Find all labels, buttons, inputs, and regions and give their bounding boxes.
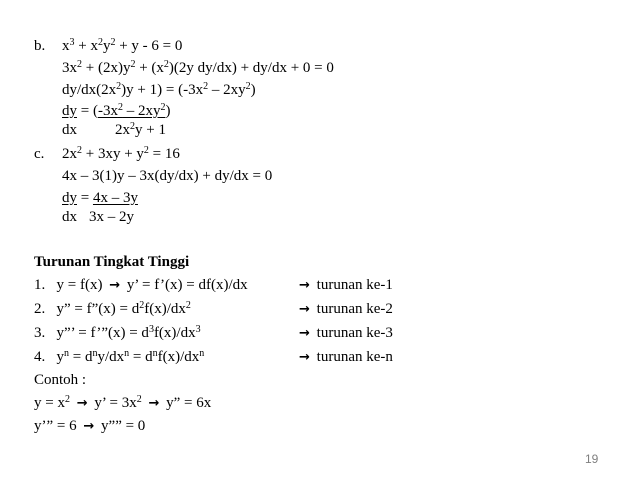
right-arrow-icon: → — [299, 350, 310, 365]
list-item-1: 1. y = f(x) → y’ = f’(x) = df(x)/dx — [34, 277, 248, 293]
example-c-result-denominator: dx 3x – 2y — [62, 209, 134, 225]
example-c-label: c. — [34, 146, 45, 162]
section-heading: Turunan Tingkat Tinggi — [34, 254, 190, 270]
right-arrow-icon: → — [299, 278, 310, 293]
right-arrow-icon: → — [299, 302, 310, 317]
example-b-step-3: $dy/dx(2x^2)y + 1) = (-3x^2 - 2xy^2)$ — [62, 81, 256, 98]
example-b-step-2: $3x^2 + (2x)y^2 + (x^2)(2y$ dy/dx) + dy/dx + 0 = 0 — [62, 59, 334, 76]
example-c-step-2: 4x – 3(1)y – 3x(dy/dx) + dy/dx = 0 — [62, 168, 273, 184]
example-b-result-numerator: dy = $(-3x^2 - 2xy^2)$ — [62, 102, 171, 119]
right-arrow-icon: → — [148, 396, 160, 411]
page-number: 19 — [585, 452, 599, 466]
list-item-1-note: → turunan ke-1 — [299, 277, 393, 293]
example-c-step-1: $2x^2 + 3xy + y^2 = 16$ — [62, 145, 180, 162]
example-line-2: y’” = 6 → y”” = 0 — [34, 418, 146, 434]
list-item-4-note: → turunan ke-n — [299, 349, 393, 365]
list-item-2-note: → turunan ke-2 — [299, 301, 393, 317]
right-arrow-icon: → — [299, 326, 310, 341]
list-item-2: 2. y” = f”(x) = $d^2f(x)/dx^2$ — [34, 300, 191, 317]
list-item-3: 3. y”’ = f’”(x) = $d^3f(x)/dx^3$ — [34, 324, 201, 341]
right-arrow-icon: → — [109, 278, 121, 293]
example-c-result-numerator: dy = 4x – 3y — [62, 190, 138, 206]
right-arrow-icon: → — [76, 396, 88, 411]
list-item-4: 4. $y^n = d^ny/dx^n = d^nf(x)/dx^n$ — [34, 348, 205, 365]
example-b-step-1: $x^3 + x^2y^2 + y - 6 = 0$ — [62, 37, 183, 54]
list-item-3-note: → turunan ke-3 — [299, 325, 393, 341]
example-label: Contoh : — [34, 372, 87, 388]
example-b-result-denominator: dx $2x^2y + 1$ — [62, 121, 166, 138]
right-arrow-icon: → — [83, 419, 95, 434]
example-b-label: b. — [34, 38, 46, 54]
example-line-1: $y = x^2 \to y$’ = $3x^2 \to y$” = 6x — [34, 394, 212, 411]
